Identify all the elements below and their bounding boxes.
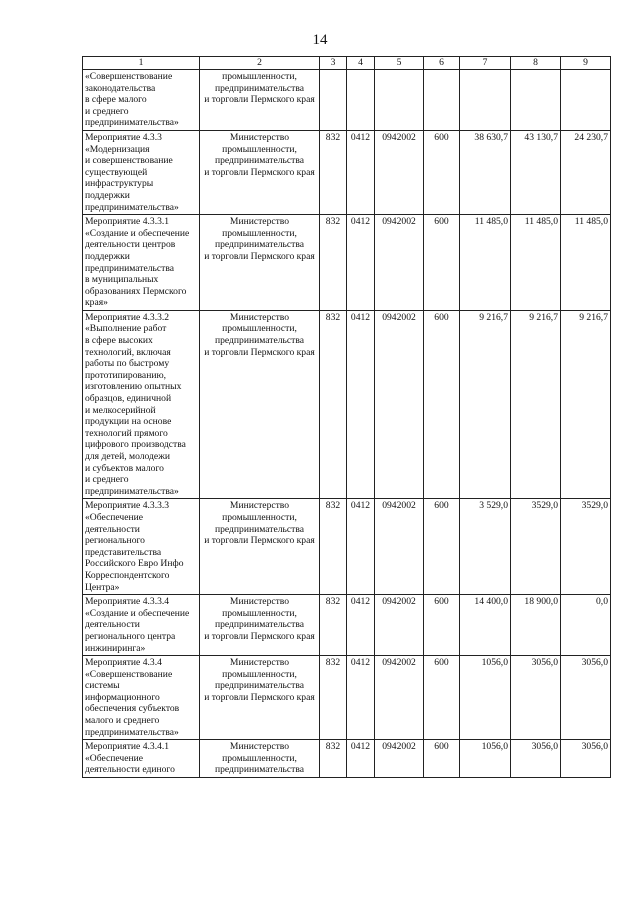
target-code-cell: 0942002 [375,740,424,778]
column-header: 5 [375,57,424,70]
amount-col7-cell: 14 400,0 [460,595,511,656]
expense-type-cell: 600 [424,215,460,311]
amount-col7-cell: 9 216,7 [460,310,511,499]
target-code-cell: 0942002 [375,499,424,595]
executor-cell: Министерство промышленности, предпринимательства [200,740,320,778]
executor-cell: Министерство промышленности, предпринимательства и торговли Пермского края [200,310,320,499]
activity-name-cell: Мероприятие 4.3.3.2 «Выполнение работ в сфере высоких технологий, включая работы по быстрому прототипированию, изготовлению опытных образцов, единичной и мелкосерийной продукции на основе технологий прямого цифрового производства для детей, молодежи и субъектов малого и среднего предпринимательства» [83,310,200,499]
activity-name-cell: Мероприятие 4.3.4.1 «Обеспечение деятельности единого [83,740,200,778]
executor-cell: Министерство промышленности, предпринимательства и торговли Пермского края [200,215,320,311]
expense-type-cell: 600 [424,130,460,214]
column-header: 9 [561,57,611,70]
table-row [83,595,611,656]
grbs-code-cell: 832 [320,740,347,778]
amount-col7-cell: 1056,0 [460,656,511,740]
target-code-cell [375,70,424,131]
section-code-cell: 0412 [347,215,375,311]
grbs-code-cell [320,70,347,131]
column-header: 7 [460,57,511,70]
section-code-cell: 0412 [347,130,375,214]
section-code-cell: 0412 [347,656,375,740]
column-header: 3 [320,57,347,70]
amount-col7-cell: 3 529,0 [460,499,511,595]
executor-cell: Министерство промышленности, предпринимательства и торговли Пермского края [200,499,320,595]
column-header: 1 [83,57,200,70]
target-code-cell: 0942002 [375,656,424,740]
activity-name-cell: «Совершенствование законодательства в сфере малого и среднего предпринимательства» [83,70,200,131]
expense-type-cell: 600 [424,499,460,595]
expense-type-cell: 600 [424,310,460,499]
table-row [83,215,611,311]
activity-name-cell: Мероприятие 4.3.4 «Совершенствование системы информационного обеспечения субъектов малого и среднего предпринимательства» [83,656,200,740]
amount-col7-cell: 38 630,7 [460,130,511,214]
target-code-cell: 0942002 [375,595,424,656]
table-body [83,57,611,778]
amount-col9-cell: 9 216,7 [561,310,611,499]
amount-col9-cell [561,70,611,131]
amount-col7-cell: 1056,0 [460,740,511,778]
section-code-cell: 0412 [347,310,375,499]
activity-name-cell: Мероприятие 4.3.3.4 «Создание и обеспечение деятельности регионального центра инжиниринга» [83,595,200,656]
column-header: 6 [424,57,460,70]
budget-table [82,56,611,778]
amount-col8-cell: 11 485,0 [511,215,561,311]
amount-col8-cell [511,70,561,131]
section-code-cell: 0412 [347,740,375,778]
amount-col9-cell: 0,0 [561,595,611,656]
amount-col8-cell: 9 216,7 [511,310,561,499]
target-code-cell: 0942002 [375,310,424,499]
expense-type-cell: 600 [424,740,460,778]
amount-col8-cell: 43 130,7 [511,130,561,214]
executor-cell: промышленности, предпринимательства и торговли Пермского края [200,70,320,131]
table-row [83,70,611,131]
activity-name-cell: Мероприятие 4.3.3.3 «Обеспечение деятельности регионального представительства Российского Евро Инфо Корреспондентского Центра» [83,499,200,595]
table-row [83,656,611,740]
expense-type-cell [424,70,460,131]
amount-col7-cell [460,70,511,131]
table-row [83,740,611,778]
amount-col9-cell: 3056,0 [561,656,611,740]
activity-name-cell: Мероприятие 4.3.3.1 «Создание и обеспечение деятельности центров поддержки предпринимательства в муниципальных образованиях Пермского края» [83,215,200,311]
column-number-row [83,57,611,70]
grbs-code-cell: 832 [320,130,347,214]
grbs-code-cell: 832 [320,215,347,311]
amount-col9-cell: 3529,0 [561,499,611,595]
executor-cell: Министерство промышленности, предпринимательства и торговли Пермского края [200,130,320,214]
activity-name-cell: Мероприятие 4.3.3 «Модернизация и совершенствование существующей инфраструктуры поддержки предпринимательства» [83,130,200,214]
expense-type-cell: 600 [424,656,460,740]
table-row [83,499,611,595]
column-header: 2 [200,57,320,70]
amount-col9-cell: 3056,0 [561,740,611,778]
section-code-cell [347,70,375,131]
grbs-code-cell: 832 [320,499,347,595]
grbs-code-cell: 832 [320,656,347,740]
column-header: 4 [347,57,375,70]
amount-col8-cell: 18 900,0 [511,595,561,656]
executor-cell: Министерство промышленности, предпринимательства и торговли Пермского края [200,656,320,740]
amount-col9-cell: 11 485,0 [561,215,611,311]
expense-type-cell: 600 [424,595,460,656]
column-header: 8 [511,57,561,70]
target-code-cell: 0942002 [375,215,424,311]
amount-col7-cell: 11 485,0 [460,215,511,311]
table-row [83,130,611,214]
executor-cell: Министерство промышленности, предпринимательства и торговли Пермского края [200,595,320,656]
amount-col8-cell: 3056,0 [511,740,561,778]
amount-col9-cell: 24 230,7 [561,130,611,214]
target-code-cell: 0942002 [375,130,424,214]
page-number: 14 [312,32,328,48]
table-row [83,310,611,499]
grbs-code-cell: 832 [320,595,347,656]
grbs-code-cell: 832 [320,310,347,499]
section-code-cell: 0412 [347,595,375,656]
amount-col8-cell: 3529,0 [511,499,561,595]
section-code-cell: 0412 [347,499,375,595]
amount-col8-cell: 3056,0 [511,656,561,740]
